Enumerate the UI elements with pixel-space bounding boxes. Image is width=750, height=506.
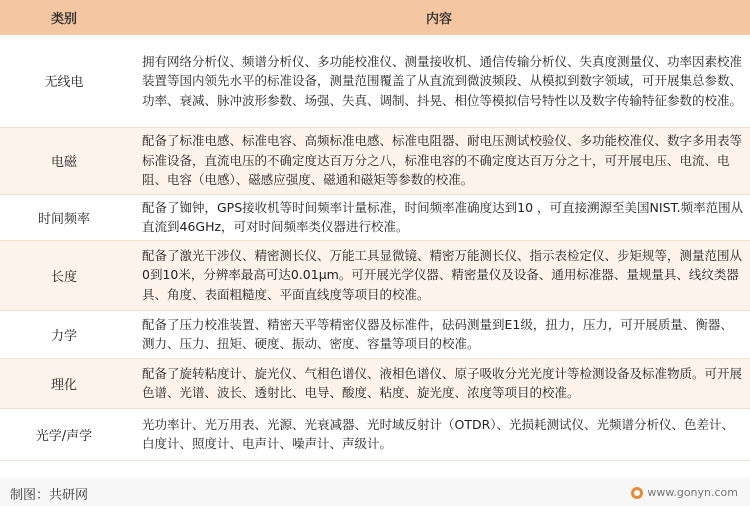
table-row — [0, 35, 750, 127]
source-caption: 制图：共研网 — [10, 488, 89, 503]
row-category: 无线电 — [0, 35, 128, 127]
row-content: 配备了压力校准装置、精密天平等精密仪器及标准件，砝码测量到E1级，扭力，压力，可开展质量、衡器、测力、压力、扭矩、硬度、振动、密度、容量等项目的校准。 — [128, 310, 750, 358]
table-row — [0, 408, 750, 460]
row-category: 光学/声学 — [0, 408, 128, 460]
row-category: 电磁 — [0, 127, 128, 194]
footer-bar — [0, 478, 750, 506]
site-credit — [631, 486, 738, 499]
row-category: 时间频率 — [0, 194, 128, 240]
header-category: 类别 — [0, 0, 128, 35]
row-content: 配备了标准电感、标准电容、高频标准电感、标准电阻器、耐电压测试校验仪、多功能校准仪、数字多用表等标准设备，直流电压的不确定度达百万分之八，标准电容的不确定度达百万分之十，可开展电压、电流、电阻、电容（电感）、磁感应强度、磁通和磁矩等参数的校准。 — [128, 127, 750, 194]
table-header — [0, 0, 750, 35]
row-content: 配备了激光干涉仪、精密测长仪、万能工具显微镜、精密万能测长仪、指示表检定仪、步矩规等，测量范围从0到10米，分辨率最高可达0.01μm。可开展光学仪器、精密量仪及设备、通用标准器、量规量具、线纹类器具、角度、表面粗糙度、平面直线度等项目的校准。 — [128, 240, 750, 310]
row-content: 光功率计、光万用表、光源、光衰减器、光时域反射计（OTDR）、光损耗测试仪、光频谱分析仪、色差计、白度计、照度计、电声计、噪声计、声级计。 — [128, 408, 750, 460]
row-category: 长度 — [0, 240, 128, 310]
table-row — [0, 310, 750, 358]
row-category: 理化 — [0, 358, 128, 408]
site-url: www.gonyn.com — [647, 486, 738, 499]
row-content: 拥有网络分析仪、频谱分析仪、多功能校准仪、测量接收机、通信传输分析仪、失真度测量仪、功率因素校准装置等国内领先水平的标准设备，测量范围覆盖了从直流到微波频段、从模拟到数字领域，可开展集总参数、功率、衰减、脉冲波形参数、场强、失真、调制、抖晃、相位等模拟信号特性以及数字传输特征参数的校准。 — [128, 35, 750, 127]
row-content: 配备了旋转粘度计、旋光仪、气相色谱仪、液相色谱仪、原子吸收分光光度计等检测设备及标准物质。可开展色谱、光谱、波长、透射比、电导、酸度、粘度、旋光度、浓度等项目的校准。 — [128, 358, 750, 408]
table-row — [0, 194, 750, 240]
row-content: 配备了铷钟，GPS接收机等时间频率计量标准，时间频率准确度达到10 ，可直接溯源至美国NIST.频率范围从直流到46GHz，可对时间频率类仪器进行校准。 — [128, 194, 750, 240]
table-row — [0, 240, 750, 310]
row-category: 力学 — [0, 310, 128, 358]
header-content: 内容 — [128, 0, 750, 35]
table-row — [0, 358, 750, 408]
table-row — [0, 127, 750, 194]
gonyn-logo-icon — [631, 487, 643, 499]
